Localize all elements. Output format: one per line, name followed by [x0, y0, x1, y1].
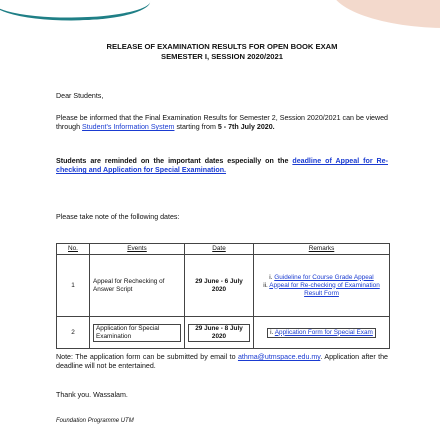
para1-dates: 5 - 7th July 2020. [217, 123, 275, 132]
closing-text: Thank you. Wassalam. [56, 391, 128, 399]
note-text-b: . Application after the deadline will not be entertained. [56, 353, 388, 371]
header-remarks: Remarks [254, 244, 390, 255]
dates-table [56, 243, 390, 349]
note-text-a: Note: The application form can be submitted by email to [56, 353, 238, 361]
paragraph-reminder [56, 157, 388, 176]
special-exam-form-link[interactable]: Application Form for Special Exam [274, 328, 373, 336]
decorative-teal-curve [0, 0, 151, 25]
row-date: 29 June - 6 July 2020 [185, 255, 254, 317]
paragraph-note [56, 353, 388, 372]
greeting: Dear Students, [56, 92, 104, 100]
para2-text-a: Students are reminded on the important dates especially on the [56, 157, 293, 165]
deadline-link[interactable]: deadline of Appeal for Re-checking and Application for Special Examination. [56, 157, 388, 175]
document-title [56, 42, 388, 63]
header-no: No. [57, 244, 90, 255]
title-line-1: RELEASE OF EXAMINATION RESULTS FOR OPEN BOOK EXAM [106, 42, 338, 51]
guideline-link[interactable]: Guideline for Course Grade Appeal [274, 273, 374, 281]
footer-text: Foundation Programme UTM [56, 418, 134, 424]
row-remarks [254, 317, 390, 349]
row-event: Appeal for Rechecking of Answer Script [90, 255, 185, 317]
para1-text-b: starting from [174, 123, 218, 132]
paragraph-dates-note: Please take note of the following dates: [56, 213, 180, 221]
student-information-system-link[interactable]: Student's Information System [82, 123, 175, 132]
decorative-peach-shape [330, 0, 440, 28]
remark-number: ii. [263, 281, 268, 289]
table-row [57, 317, 390, 349]
title-line-2: SEMESTER I, SESSION 2020/2021 [161, 52, 283, 62]
row-remarks [254, 255, 390, 317]
row-event [90, 317, 185, 349]
remark-item [257, 274, 386, 282]
para1-text-a: Please be informed that the Final Examination Results for Semester 2, Session 2020/2021 can be viewed through [56, 114, 388, 132]
remark-number: i. [269, 273, 273, 281]
rechecking-form-link[interactable]: Appeal for Re-checking of Examination Result Form [269, 281, 380, 297]
remark-item [267, 328, 376, 338]
remark-item [257, 282, 386, 298]
remark-number: i. [270, 328, 274, 336]
table-row [57, 255, 390, 317]
row-no: 2 [57, 317, 90, 349]
header-events: Events [90, 244, 185, 255]
row-date-text: 29 June - 8 July 2020 [188, 324, 250, 342]
row-date [185, 317, 254, 349]
row-event-text: Application for Special Examination [93, 324, 181, 342]
table-header-row [57, 244, 390, 255]
email-link[interactable]: athma@utmspace.edu.my [237, 353, 321, 361]
paragraph-results-info [56, 114, 388, 133]
header-date: Date [185, 244, 254, 255]
row-no: 1 [57, 255, 90, 317]
